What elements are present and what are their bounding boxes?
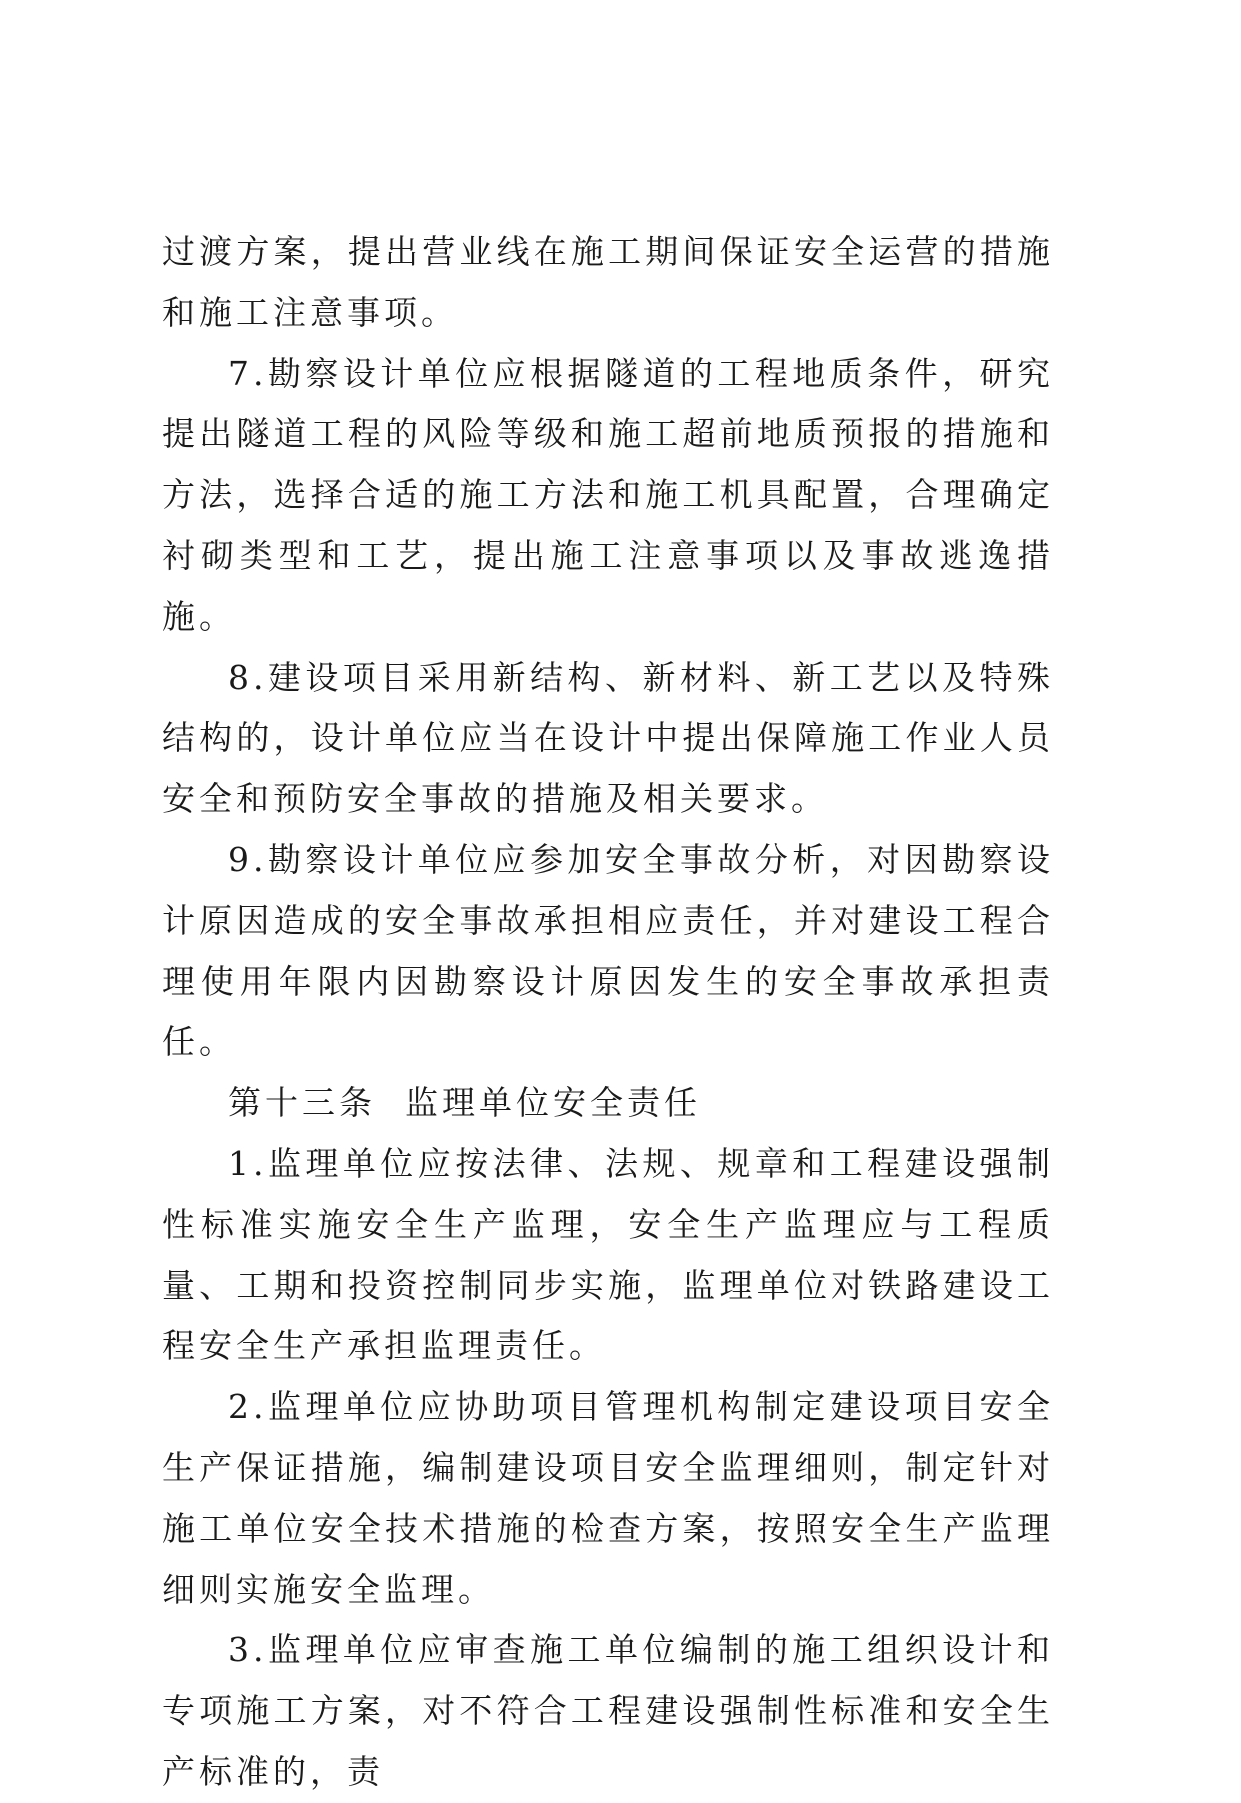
paragraph-supervision-2: 2.监理单位应协助项目管理机构制定建设项目安全生产保证措施，编制建设项目安全监理细则，制定针对施工单位安全技术措施的检查方案，按照安全生产监理细则实施安全监理。 [162, 1387, 1054, 1609]
body-text [162, 222, 1054, 1803]
paragraph-item-8: 8.建设项目采用新结构、新材料、新工艺以及特殊结构的，设计单位应当在设计中提出保障施工作业人员安全和预防安全事故的措施及相关要求。 [162, 657, 1054, 819]
article-title: 监理单位安全责任 [404, 1083, 701, 1123]
paragraph-transition-plan: 过渡方案，提出营业线在施工期间保证安全运营的措施和施工注意事项。 [162, 232, 1054, 332]
paragraph-item-7: 7.勘察设计单位应根据隧道的工程地质条件，研究提出隧道工程的风险等级和施工超前地质预报的措施和方法，选择合适的施工方法和施工机具配置，合理确定衬砌类型和工艺，提出施工注意事项以及事故逃逸措施。 [162, 353, 1054, 636]
paragraph-item-9: 9.勘察设计单位应参加安全事故分析，对因勘察设计原因造成的安全事故承担相应责任，并对建设工程合理使用年限内因勘察设计原因发生的安全事故承担责任。 [162, 839, 1054, 1062]
section-heading [162, 1073, 1054, 1134]
article-number: 第十三条 [228, 1083, 376, 1123]
paragraph-supervision-3: 3.监理单位应审查施工单位编制的施工组织设计和专项施工方案，对不符合工程建设强制性标准和安全生产标准的，责 [162, 1630, 1054, 1791]
paragraph-supervision-1: 1.监理单位应按法律、法规、规章和工程建设强制性标准实施安全生产监理，安全生产监理应与工程质量、工期和投资控制同步实施，监理单位对铁路建设工程安全生产承担监理责任。 [162, 1143, 1054, 1366]
